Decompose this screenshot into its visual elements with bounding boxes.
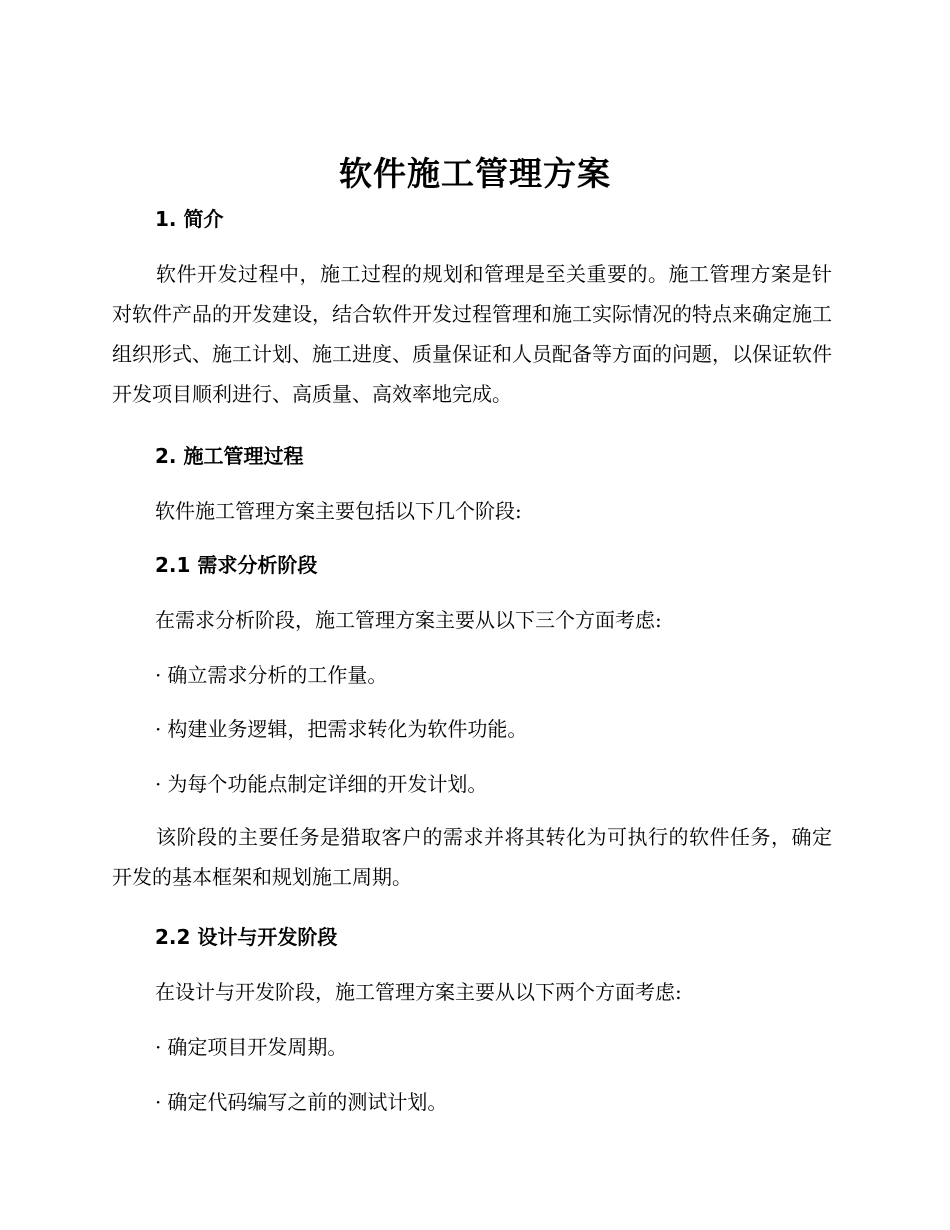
- bullet-text: 确定代码编写之前的测试计划。: [167, 1090, 448, 1114]
- bullet-text: 构建业务逻辑，把需求转化为软件功能。: [167, 717, 528, 741]
- section-2-2-intro: 在设计与开发阶段，施工管理方案主要从以下两个方面考虑:: [155, 980, 682, 1004]
- bullet-text: 为每个功能点制定详细的开发计划。: [167, 772, 488, 796]
- section-2-1-intro: 在需求分析阶段，施工管理方案主要从以下三个方面考虑:: [155, 608, 662, 632]
- bullet-dot: ·: [155, 772, 162, 796]
- section-2-1-bullet: [155, 769, 487, 799]
- section-2-heading: 2. 施工管理过程: [155, 444, 304, 468]
- section-2-1-summary: 该阶段的主要任务是猎取客户的需求并将其转化为可执行的软件任务，确定开发的基本框架和规划施工周期。: [112, 825, 832, 889]
- bullet-dot: ·: [155, 663, 162, 687]
- section-1-paragraph: 软件开发过程中，施工过程的规划和管理是至关重要的。施工管理方案是针对软件产品的开发建设，结合软件开发过程管理和施工实际情况的特点来确定施工组织形式、施工计划、施工进度、质量保证和人员配备等方面的问题，以保证软件开发项目顺利进行、高质量、高效率地完成。: [112, 262, 832, 406]
- bullet-dot: ·: [155, 1035, 162, 1059]
- document-title: 软件施工管理方案: [339, 154, 611, 193]
- section-2-intro: 软件施工管理方案主要包括以下几个阶段:: [155, 499, 522, 523]
- section-2-1-bullet: [155, 714, 527, 744]
- bullet-text: 确定项目开发周期。: [167, 1035, 348, 1059]
- section-2-1-bullet: [155, 660, 387, 690]
- section-2-2-bullet: [155, 1087, 447, 1117]
- section-2-2-heading: 2.2 设计与开发阶段: [155, 925, 338, 949]
- bullet-dot: ·: [155, 717, 162, 741]
- section-1-heading: 1. 简介: [155, 207, 224, 231]
- bullet-text: 确立需求分析的工作量。: [167, 663, 388, 687]
- section-2-1-heading: 2.1 需求分析阶段: [155, 553, 318, 577]
- section-2-2-bullet: [155, 1032, 347, 1062]
- bullet-dot: ·: [155, 1090, 162, 1114]
